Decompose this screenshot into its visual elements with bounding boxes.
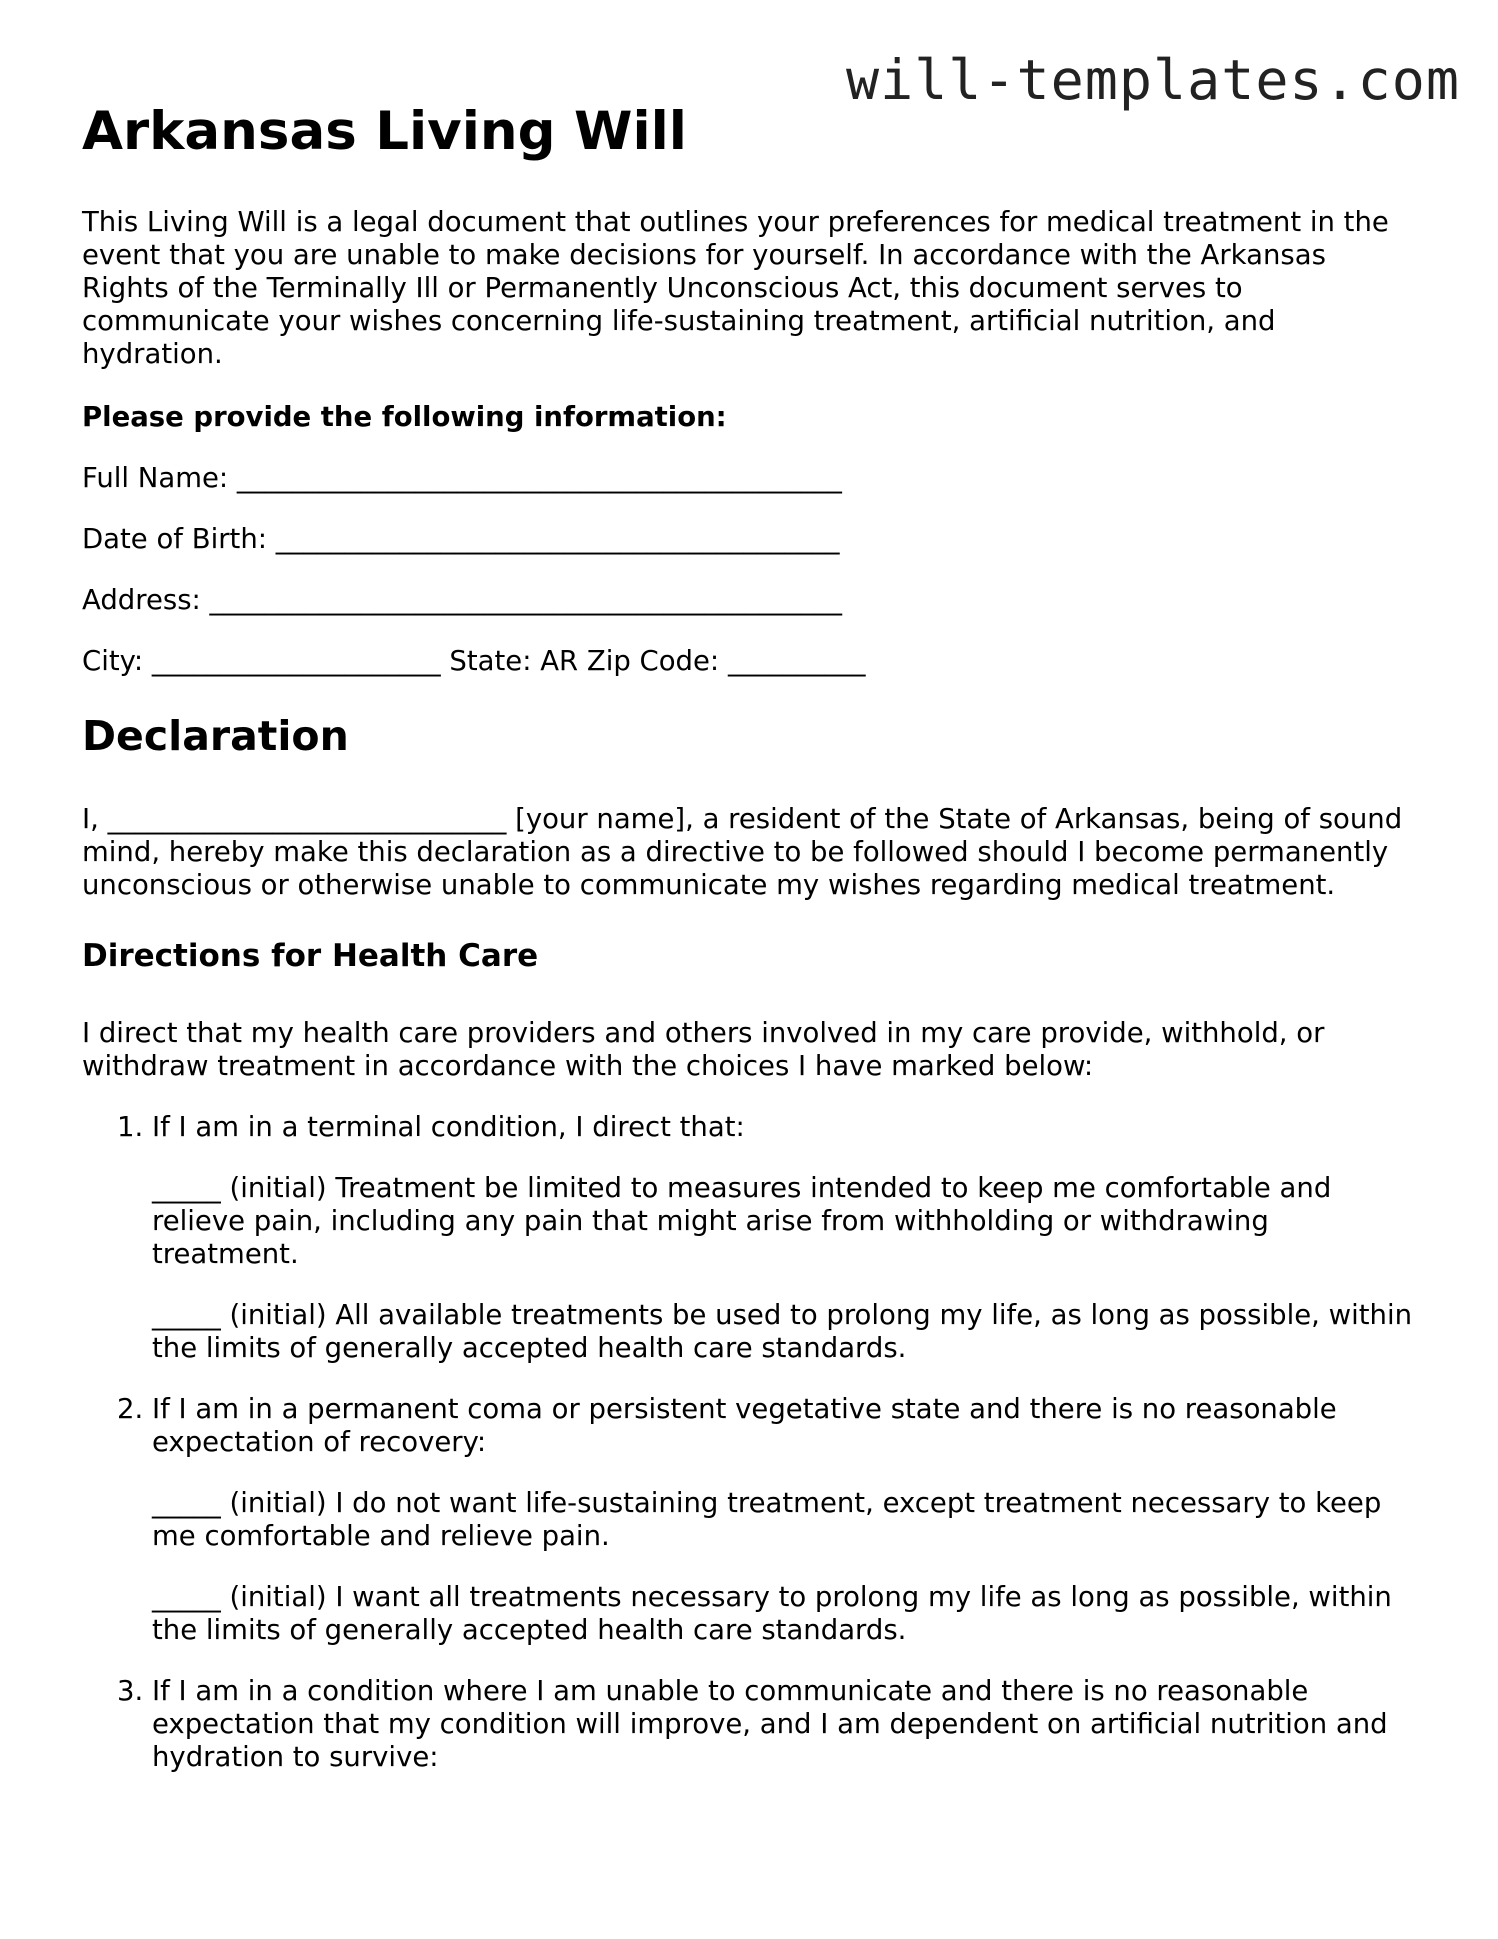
watermark-logo: will-templates.com	[845, 48, 1460, 112]
directions-heading: Directions for Health Care	[82, 937, 539, 974]
initial-option[interactable]: _____ (initial) Treatment be limited to measures intended to keep me comfortable and relieve pain, including any pain that might arise from withholding or withdrawing treatment.	[152, 1171, 1332, 1270]
list-item	[152, 1675, 1417, 1774]
initial-option[interactable]: _____ (initial) All available treatments be used to prolong my life, as long as possible, within the limits of generally accepted health care standards.	[152, 1298, 1413, 1364]
info-heading: Please provide the following information:	[82, 400, 727, 433]
date-of-birth-field[interactable]: Date of Birth: _________________________________________	[82, 522, 840, 555]
list-item-text: 1. If I am in a terminal condition, I direct that:	[152, 1110, 745, 1143]
initial-option[interactable]: _____ (initial) I want all treatments necessary to prolong my life as long as possible, within the limits of generally accepted health care standards.	[152, 1580, 1392, 1646]
city-state-zip-field[interactable]: City: _____________________ State: AR Zip Code: __________	[82, 644, 866, 677]
intro-paragraph: This Living Will is a legal document that outlines your preferences for medical treatment in the event that you are unable to make decisions for yourself. In accordance with the Arkansas Rights of the Terminally Ill or Permanently Unconscious Act, this document serves to communicate your wishes concerning life-sustaining treatment, artificial nutrition, and hydration.	[82, 205, 1389, 370]
full-name-field[interactable]: Full Name: ____________________________________________	[82, 461, 842, 494]
page-title: Arkansas Living Will	[82, 101, 687, 162]
declaration-heading: Declaration	[82, 711, 349, 760]
directions-intro: I direct that my health care providers and others involved in my care provide, withhold, or withdraw treatment in accordance with the choices I have marked below:	[82, 1016, 1325, 1082]
directions-list	[82, 1111, 1417, 1774]
list-item	[152, 1393, 1417, 1647]
list-item	[152, 1111, 1417, 1365]
document-page	[82, 100, 1417, 1802]
declaration-paragraph: I, _____________________________ [your name], a resident of the State of Arkansas, being of sound mind, hereby make this declaration as a directive to be followed should I become permanently unconscious or otherwise unable to communicate my wishes regarding medical treatment.	[82, 802, 1403, 901]
list-item-text: 2. If I am in a permanent coma or persistent vegetative state and there is no reasonable expectation of recovery:	[152, 1392, 1337, 1458]
list-item-text: 3. If I am in a condition where I am unable to communicate and there is no reasonable expectation that my condition will improve, and I am dependent on artificial nutrition and hydration to survive:	[152, 1674, 1388, 1773]
address-field[interactable]: Address: ______________________________________________	[82, 583, 843, 616]
initial-option[interactable]: _____ (initial) I do not want life-sustaining treatment, except treatment necessary to keep me comfortable and relieve pain.	[152, 1486, 1382, 1552]
